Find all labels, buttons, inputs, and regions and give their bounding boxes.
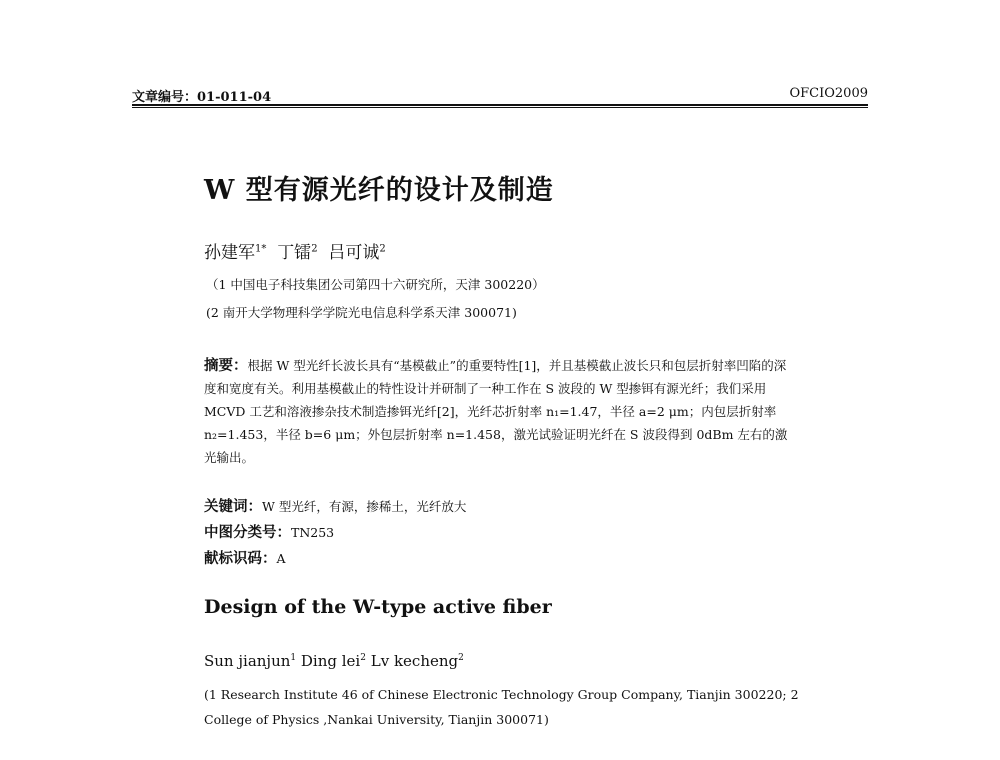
header-rule-thin — [132, 107, 868, 108]
classification — [204, 521, 334, 542]
english-title: Design of the W-type active fiber — [204, 596, 552, 618]
document-code-value: A — [276, 551, 286, 566]
running-header — [132, 86, 868, 106]
document-code — [204, 547, 286, 568]
classification-label: 中图分类号： — [204, 524, 291, 541]
conference-code: OFCIO2009 — [789, 86, 868, 101]
affiliation-1: （1 中国电子科技集团公司第四十六研究所，天津 300220） — [206, 277, 545, 292]
author-affiliation-mark: 1* — [255, 243, 267, 255]
keywords-label: 关键词： — [204, 498, 262, 515]
english-author-mark: 1 — [290, 653, 297, 663]
abstract-text: 根据 W 型光纤长波长具有“基模截止”的重要特性[1]，并且基模截止波长只和包层折射率凹陷的深度和宽度有关。利用基模截止的特性设计并研制了一种工作在 S 波段的 W 型掺铒有源光纤；我们采用 MCVD 工艺和溶液掺杂技术制造掺铒光纤[2]，光纤芯折射率 n₁=1.47，半径 a=2 μm；内包层折射率 n₂=1.453，半径 b=6 μm；外包层折射率 n=1.458，激光试验证明光纤在 S 波段得到 0dBm 左右的激光输出。 — [204, 358, 788, 465]
english-author-mark: 2 — [458, 653, 464, 663]
english-author-name: Lv kecheng — [370, 652, 459, 670]
classification-value: TN253 — [291, 525, 335, 540]
english-author-list — [204, 652, 464, 670]
keywords-value: W 型光纤，有源，掺稀土，光纤放大 — [262, 499, 467, 514]
affiliation-2: (2 南开大学物理科学学院光电信息科学系天津 300071) — [206, 305, 517, 320]
author-list — [204, 238, 386, 263]
keywords — [204, 495, 466, 516]
english-author-name: Sun jianjun — [204, 652, 291, 670]
abstract-label: 摘要： — [204, 357, 248, 374]
header-rule — [132, 104, 868, 106]
english-author-mark: 2 — [360, 653, 366, 663]
author-affiliation-mark: 2 — [311, 243, 318, 255]
author-name: 吕可诚 — [328, 243, 380, 263]
author-name: 孙建军 — [204, 243, 255, 263]
english-author-name: Ding lei — [300, 652, 361, 670]
abstract — [204, 354, 794, 469]
author-name: 丁镭 — [277, 243, 312, 263]
article-number: 文章编号：01-011-04 — [132, 90, 272, 105]
english-affiliation: (1 Research Institute 46 of Chinese Electronic Technology Group Company, Tianjin 300220; 2 College of Physics ,Nankai University, Tianjin 300071) — [204, 687, 799, 727]
document-code-label: 献标识码： — [204, 550, 277, 567]
paper-title: W 型有源光纤的设计及制造 — [204, 175, 554, 206]
author-affiliation-mark: 2 — [379, 243, 386, 255]
